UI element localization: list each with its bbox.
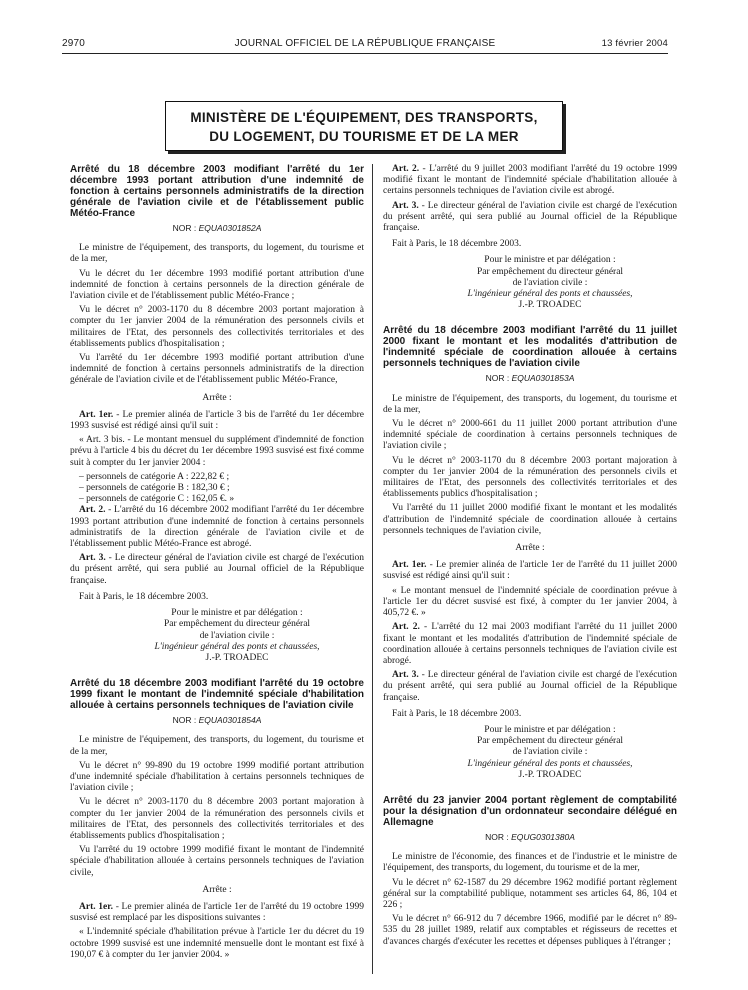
- signature-line: Pour le ministre et par délégation :: [484, 255, 616, 266]
- decree-1: [70, 164, 364, 664]
- signature-line: L'ingénieur général des ponts et chaussées,: [467, 289, 633, 300]
- ministry-heading-box: [165, 101, 563, 151]
- article-3: [383, 670, 677, 704]
- preamble: Le ministre de l'équipement, des transports, du logement, du tourisme et de la mer,: [383, 393, 677, 415]
- journal-title: JOURNAL OFFICIEL DE LA RÉPUBLIQUE FRANÇAISE: [234, 38, 496, 49]
- ministry-line-1: MINISTÈRE DE L'ÉQUIPEMENT, DES TRANSPORTS,: [190, 110, 538, 125]
- visa: Vu le décret n° 62-1587 du 29 décembre 1962 modifié portant règlement général sur la comptabilité publique, notamment ses articles 64, 86, 104 et 226 ;: [383, 877, 677, 910]
- article-text: - L'arrêté du 9 juillet 2003 modifiant l'arrêté du 19 octobre 1999 modifié fixant le montant de l'indemnité spéciale d'habilitation allouée à certains personnels techniques de l'aviation civile est abrogé.: [383, 164, 677, 197]
- column-divider: [372, 164, 373, 974]
- signature-line: Par empêchement du directeur général: [476, 266, 624, 277]
- decree-title: Arrêté du 18 décembre 2003 modifiant l'arrêté du 11 juillet 2000 fixant le montant et les modalités d'attribution de l'indemnité spéciale de coordination allouée à certains personnels techniques de l'aviation civile: [383, 325, 677, 370]
- signatory-name: J.-P. TROADEC: [518, 300, 582, 311]
- decree-2: [70, 678, 364, 961]
- article-3: [383, 201, 677, 235]
- visa: Vu l'arrêté du 19 octobre 1999 modifié fixant le montant de l'indemnité spéciale d'habilitation allouée à certains personnels techniques de l'aviation civile,: [70, 845, 364, 878]
- visa: Vu l'arrêté du 1er décembre 1993 modifié portant attribution d'une indemnité de fonction à certains personnels administratifs de la direction générale de l'aviation civile et de l'établissement public Météo-France,: [70, 353, 364, 386]
- article-2: [383, 164, 677, 198]
- quote: « Art. 3 bis. - Le montant mensuel du supplément d'indemnité de fonction prévu à l'article 4 bis du décret du 1er décembre 1993 susvisé est fixé comme suit à compter du 1er janvier 2004 :: [70, 435, 364, 468]
- article-1: [70, 902, 364, 924]
- article-2: [70, 505, 364, 550]
- signatory-name: J.-P. TROADEC: [518, 769, 582, 780]
- article-label: Art. 2.: [79, 505, 106, 516]
- decree-2-continued: [383, 164, 677, 311]
- article-label: Art. 3.: [79, 553, 106, 564]
- date-place: Fait à Paris, le 18 décembre 2003.: [392, 708, 522, 719]
- decree-title: Arrêté du 23 janvier 2004 portant règlement de comptabilité pour la désignation d'un ordonnateur secondaire délégué en Allemagne: [383, 794, 677, 828]
- signature-block: [110, 608, 364, 664]
- visa: Vu le décret n° 66-912 du 7 décembre 1966, modifié par le décret n° 89-535 du 28 juillet 1989, relatif aux comptables et régisseurs de recettes et d'avances chargés d'exécuter les recettes et dépenses publiques à l'étranger ;: [383, 914, 677, 947]
- signature-line: L'ingénieur général des ponts et chaussées,: [154, 641, 320, 652]
- signature-line: Par empêchement du directeur général: [476, 736, 624, 747]
- signature-line: Pour le ministre et par délégation :: [484, 724, 616, 735]
- signature-block: [423, 725, 677, 781]
- list-item: – personnels de catégorie A : 222,82 € ;: [79, 471, 230, 482]
- visa: Vu le décret n° 2000-661 du 11 juillet 2000 portant attribution d'une indemnité spéciale de coordination à certains personnels techniques de l'aviation civile ;: [383, 419, 677, 452]
- article-2: [383, 622, 677, 667]
- left-column: [70, 164, 364, 964]
- preamble: Le ministre de l'équipement, des transports, du logement, du tourisme et de la mer,: [70, 735, 364, 757]
- nor-code: EQUA0301852A: [198, 223, 262, 233]
- article-label: Art. 1er.: [392, 560, 427, 571]
- article-text: - Le premier alinéa de l'article 3 bis de l'arrêté du 1er décembre 1993 susvisé est rédigé ainsi qu'il suit :: [70, 409, 364, 432]
- article-text: - Le premier alinéa de l'article 1er de l'arrêté du 19 octobre 1999 susvisé est remplacé par les dispositions suivantes :: [70, 901, 364, 924]
- article-label: Art. 1er.: [79, 901, 113, 912]
- visa: Vu le décret du 1er décembre 1993 modifié portant attribution d'une indemnité de fonction à certains personnels de la direction générale de l'aviation civile et de l'établissement public Météo-France ;: [70, 268, 364, 302]
- arrete-label: Arrête :: [202, 392, 232, 403]
- decree-4: [383, 795, 677, 948]
- visa: Vu le décret n° 2003-1170 du 8 décembre 2003 portant majoration à compter du 1er janvier 2004 de la rémunération des personnels civils et militaires de l'Etat, des personnels des collectivités territoriales et des établissements publics d'hospitalisation ;: [383, 455, 677, 500]
- article-text: - Le directeur général de l'aviation civile est chargé de l'exécution du présent arrêté, qui sera publié au Journal officiel de la République française.: [383, 670, 677, 703]
- list-item: – personnels de catégorie C : 162,05 €. »: [79, 494, 235, 505]
- header-rule: [62, 53, 668, 54]
- article-label: Art. 3.: [392, 200, 419, 211]
- article-label: Art. 2.: [392, 622, 420, 633]
- date-place: Fait à Paris, le 18 décembre 2003.: [392, 239, 522, 250]
- issue-date: 13 février 2004: [601, 38, 668, 49]
- preamble: Le ministre de l'économie, des finances et de l'industrie et le ministre de l'équipement, des transports, du logement, du tourisme et de la mer,: [383, 852, 677, 874]
- nor-reference: [70, 223, 364, 234]
- nor-label: NOR :: [172, 223, 197, 233]
- nor-label: NOR :: [172, 715, 197, 726]
- article-text: - L'arrêté du 16 décembre 2002 modifiant l'arrêté du 1er décembre 1993 portant attribution d'une indemnité de fonction à certains personnels administratifs de la direction générale de l'aviation civile et de l'établissement public Météo-France est abrogé.: [70, 505, 364, 550]
- article-text: - Le directeur général de l'aviation civile est chargé de l'exécution du présent arrêté, qui sera publié au Journal officiel de la République française.: [70, 553, 364, 586]
- list-item: – personnels de catégorie B : 182,30 € ;: [79, 483, 230, 494]
- signature-line: L'ingénieur général des ponts et chaussées,: [467, 758, 633, 769]
- signature-line: Par empêchement du directeur général: [163, 619, 311, 630]
- signature-block: [423, 255, 677, 311]
- arrete-label: Arrête :: [202, 884, 232, 895]
- ministry-line-2: DU LOGEMENT, DU TOURISME ET DE LA MER: [209, 129, 519, 144]
- arrete-label: Arrête :: [515, 543, 545, 554]
- article-label: Art. 3.: [392, 670, 419, 681]
- visa: Vu le décret n° 2003-1170 du 8 décembre 2003 portant majoration à compter du 1er janvier 2004 de la rémunération des personnels civils et militaires de l'Etat, des personnels des collectivités territoriales et des établissements publics d'hospitalisation ;: [70, 305, 364, 349]
- article-text: - Le premier alinéa de l'article 1er de l'arrêté du 11 juillet 2000 susvisé est rédigé ainsi qu'il suit :: [383, 560, 677, 582]
- signature-line: Pour le ministre et par délégation :: [171, 608, 303, 619]
- signature-line: de l'aviation civile :: [199, 630, 275, 641]
- nor-code: EQUA0301854A: [198, 715, 262, 726]
- decree-3: [383, 325, 677, 781]
- article-1: [70, 410, 364, 432]
- nor-code: EQUA0301853A: [511, 373, 575, 384]
- preamble: Le ministre de l'équipement, des transports, du logement, du tourisme et de la mer,: [70, 243, 364, 265]
- signatory-name: J.-P. TROADEC: [205, 652, 269, 663]
- nor-reference: [383, 373, 677, 384]
- article-text: - Le directeur général de l'aviation civile est chargé de l'exécution du présent arrêté, qui sera publié au Journal officiel de la République française.: [383, 200, 677, 234]
- article-label: Art. 1er.: [79, 409, 114, 420]
- signature-line: de l'aviation civile :: [512, 747, 588, 758]
- nor-label: NOR :: [485, 831, 509, 842]
- visa: Vu le décret n° 2003-1170 du 8 décembre 2003 portant majoration à compter du 1er janvier 2004 de la rémunération des personnels civils et militaires de l'Etat, des personnels des collectivités territoriales et des établissements publics d'hospitalisation ;: [70, 797, 364, 841]
- date-place: Fait à Paris, le 18 décembre 2003.: [79, 591, 209, 602]
- right-column: [383, 164, 677, 951]
- article-1: [383, 560, 677, 582]
- quote: « Le montant mensuel de l'indemnité spéciale de coordination prévue à l'article 1er du décret susvisé est fixé, à compter du 1er janvier 2004, à 405,72 €. »: [383, 585, 677, 619]
- decree-title: Arrêté du 18 décembre 2003 modifiant l'arrêté du 1er décembre 1993 portant attribution d'une indemnité de fonction à certains personnels administratifs de la direction générale de l'aviation civile et de l'établissement public Météo-France: [70, 164, 364, 219]
- nor-code: EQUG0301380A: [511, 831, 575, 842]
- page-header: [62, 38, 668, 54]
- quote: « L'indemnité spéciale d'habilitation prévue à l'article 1er du décret du 19 octobre 1999 susvisé est une indemnité mensuelle dont le montant est fixé à 190,07 € à compter du 1er janvier 2004. »: [70, 927, 364, 960]
- visa: Vu le décret n° 99-890 du 19 octobre 1999 modifié portant attribution d'une indemnité spéciale d'habilitation à certains personnels techniques de l'aviation civile ;: [70, 760, 364, 794]
- article-label: Art. 2.: [392, 164, 420, 174]
- visa: Vu l'arrêté du 11 juillet 2000 modifié fixant le montant et les modalités d'attribution de l'indemnité spéciale de coordination allouée à certains personnels techniques de l'aviation civile,: [383, 503, 677, 536]
- article-text: - L'arrêté du 12 mai 2003 modifiant l'arrêté du 11 juillet 2000 fixant le montant et les modalités d'attribution de l'indemnité spéciale de coordination allouée à certains personnels techniques de l'aviation civile est abrogé.: [383, 622, 677, 666]
- nor-label: NOR :: [485, 373, 510, 384]
- decree-title: Arrêté du 18 décembre 2003 modifiant l'arrêté du 19 octobre 1999 fixant le montant de l'indemnité spéciale d'habilitation allouée à certains personnels techniques de l'aviation civile: [70, 678, 364, 712]
- signature-line: de l'aviation civile :: [512, 277, 588, 288]
- article-3: [70, 553, 364, 587]
- page-number: 2970: [62, 38, 86, 49]
- nor-reference: [70, 715, 364, 726]
- nor-reference: [383, 832, 677, 843]
